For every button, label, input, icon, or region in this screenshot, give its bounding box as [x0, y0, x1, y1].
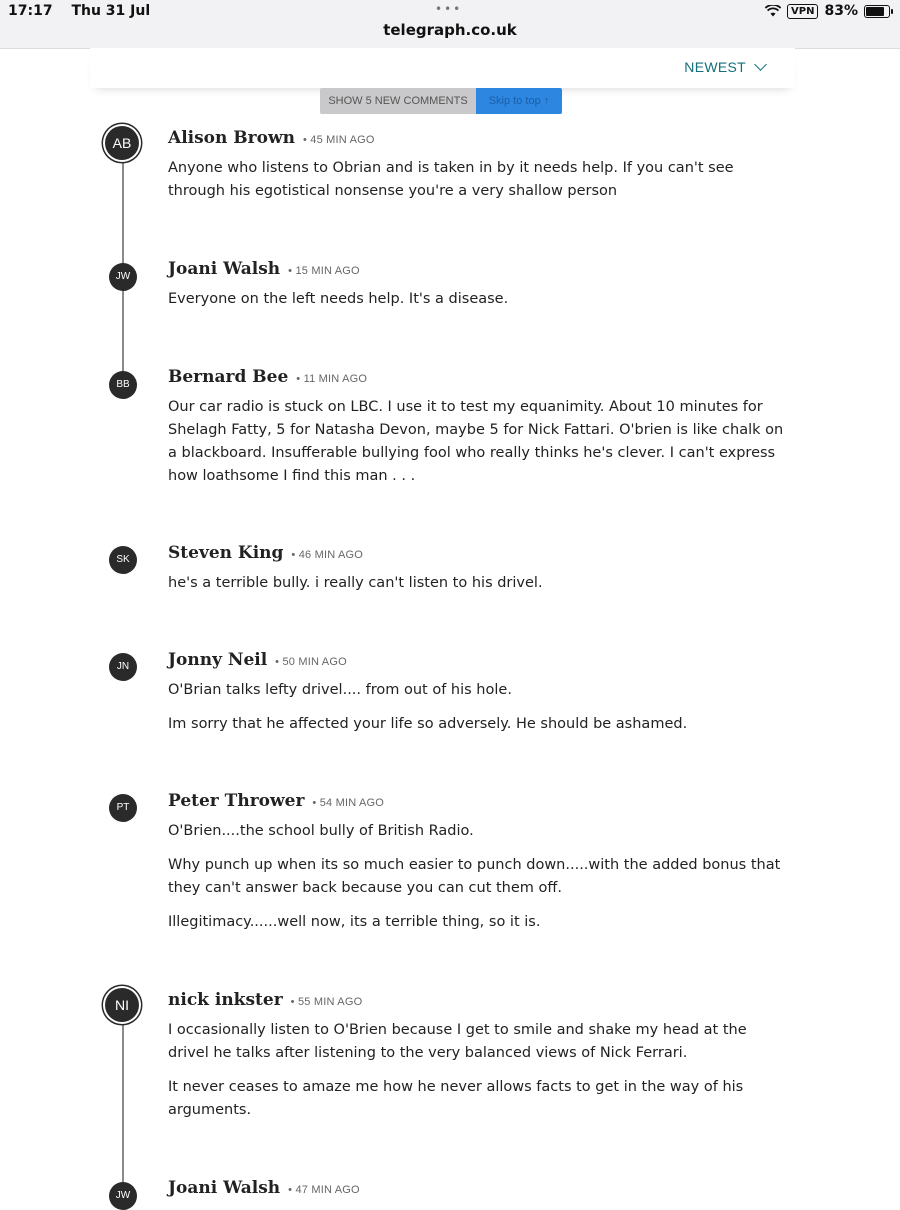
- comment-text: Our car radio is stuck on LBC. I use it to test my equanimity. About 10 minutes for Shelagh Fatty, 5 for Natasha Devon, maybe 5 for Nick Fattari. O'brien is like chalk on a blackboard. Insufferable bullying fool who really thinks he's clever. I can't express how loathsome I find this man . . .: [168, 399, 784, 484]
- comment-time: • 15 MIN AGO: [288, 265, 360, 277]
- comment-header: [168, 1178, 360, 1198]
- sort-newest-button[interactable]: [684, 59, 765, 75]
- comment-text: Why punch up when its so much easier to punch down.....with the added bonus that they can't answer back because you can cut them off.: [168, 857, 781, 896]
- comment-header: [168, 791, 384, 811]
- avatar[interactable]: SK: [109, 546, 137, 574]
- comment-time: • 50 MIN AGO: [275, 656, 347, 668]
- comment-author[interactable]: Bernard Bee: [168, 367, 289, 387]
- comment-author[interactable]: Jonny Neil: [168, 650, 268, 670]
- comment-text: It never ceases to amaze me how he never allows facts to get in the way of his arguments.: [168, 1079, 744, 1118]
- comment-text: O'Brien....the school bully of British Radio.: [168, 823, 474, 839]
- comment-time: • 54 MIN AGO: [312, 797, 385, 809]
- sort-label: NEWEST: [684, 59, 746, 75]
- comment-text: Im sorry that he affected your life so adversely. He should be ashamed.: [168, 716, 688, 732]
- comment-text: he's a terrible bully. i really can't listen to his drivel.: [168, 575, 543, 591]
- show-new-comments-button[interactable]: SHOW 5 NEW COMMENTS: [320, 88, 476, 114]
- status-bar: [0, 0, 900, 49]
- comment-body: [168, 820, 788, 945]
- comment-header: [168, 367, 367, 387]
- skip-to-top-button[interactable]: Skip to top ↑: [476, 88, 562, 114]
- avatar[interactable]: AB: [105, 126, 139, 160]
- comment-body: [168, 679, 788, 747]
- status-left: [8, 3, 164, 19]
- comment-author[interactable]: Peter Thrower: [168, 791, 305, 811]
- comment-author[interactable]: Joani Walsh: [168, 1178, 281, 1198]
- comment-body: [168, 288, 788, 322]
- comment-author[interactable]: Joani Walsh: [168, 259, 281, 279]
- avatar[interactable]: JN: [109, 653, 137, 681]
- comment-text: Anyone who listens to Obrian and is taken in by it needs help. If you can't see through his egotistical nonsense you're a very shallow person: [168, 160, 734, 199]
- thread-line: [122, 1005, 124, 1200]
- comment-text: I occasionally listen to O'Brien because I get to smile and shake my head at the drivel he talks after listening to the very balanced views of Nick Ferrari.: [168, 1022, 747, 1061]
- comment-body: [168, 396, 788, 499]
- status-right: [765, 3, 890, 19]
- status-date: Thu 31 Jul: [71, 3, 151, 19]
- comment-author[interactable]: Alison Brown: [168, 128, 295, 148]
- comments-sort-bar: [90, 48, 795, 88]
- comment-author[interactable]: nick inkster: [168, 990, 283, 1010]
- chevron-down-icon: [754, 58, 767, 71]
- more-dots-icon[interactable]: •••: [435, 2, 463, 16]
- new-comments-controls: [320, 88, 562, 114]
- comment-text: Illegitimacy......well now, its a terrible thing, so it is.: [168, 914, 541, 930]
- comment-text: O'Brian talks lefty drivel.... from out of his hole.: [168, 682, 512, 698]
- comment-time: • 55 MIN AGO: [290, 996, 363, 1008]
- comment-header: [168, 990, 362, 1010]
- status-time: 17:17: [8, 3, 53, 19]
- comment-header: [168, 543, 363, 563]
- comment-author[interactable]: Steven King: [168, 543, 284, 563]
- comment-body: [168, 1019, 788, 1133]
- comment-time: • 46 MIN AGO: [291, 549, 364, 561]
- avatar[interactable]: JW: [109, 263, 137, 291]
- battery-icon: [864, 5, 890, 18]
- thread-line: [122, 142, 124, 372]
- avatar[interactable]: NI: [105, 988, 139, 1022]
- comment-header: [168, 259, 360, 279]
- comment-header: [168, 128, 375, 148]
- avatar[interactable]: JW: [109, 1182, 137, 1210]
- avatar[interactable]: BB: [109, 371, 137, 399]
- comment-time: • 11 MIN AGO: [296, 373, 368, 385]
- avatar[interactable]: PT: [109, 794, 137, 822]
- comment-time: • 47 MIN AGO: [288, 1184, 360, 1196]
- comment-header: [168, 650, 347, 670]
- comment-body: [168, 157, 788, 214]
- comment-body: [168, 572, 788, 606]
- address-bar-url[interactable]: telegraph.co.uk: [383, 21, 517, 39]
- comment-text: Everyone on the left needs help. It's a disease.: [168, 291, 509, 307]
- battery-percent: 83%: [824, 3, 858, 19]
- comment-time: • 45 MIN AGO: [302, 134, 375, 146]
- vpn-badge: VPN: [787, 4, 818, 19]
- wifi-icon: [765, 5, 781, 17]
